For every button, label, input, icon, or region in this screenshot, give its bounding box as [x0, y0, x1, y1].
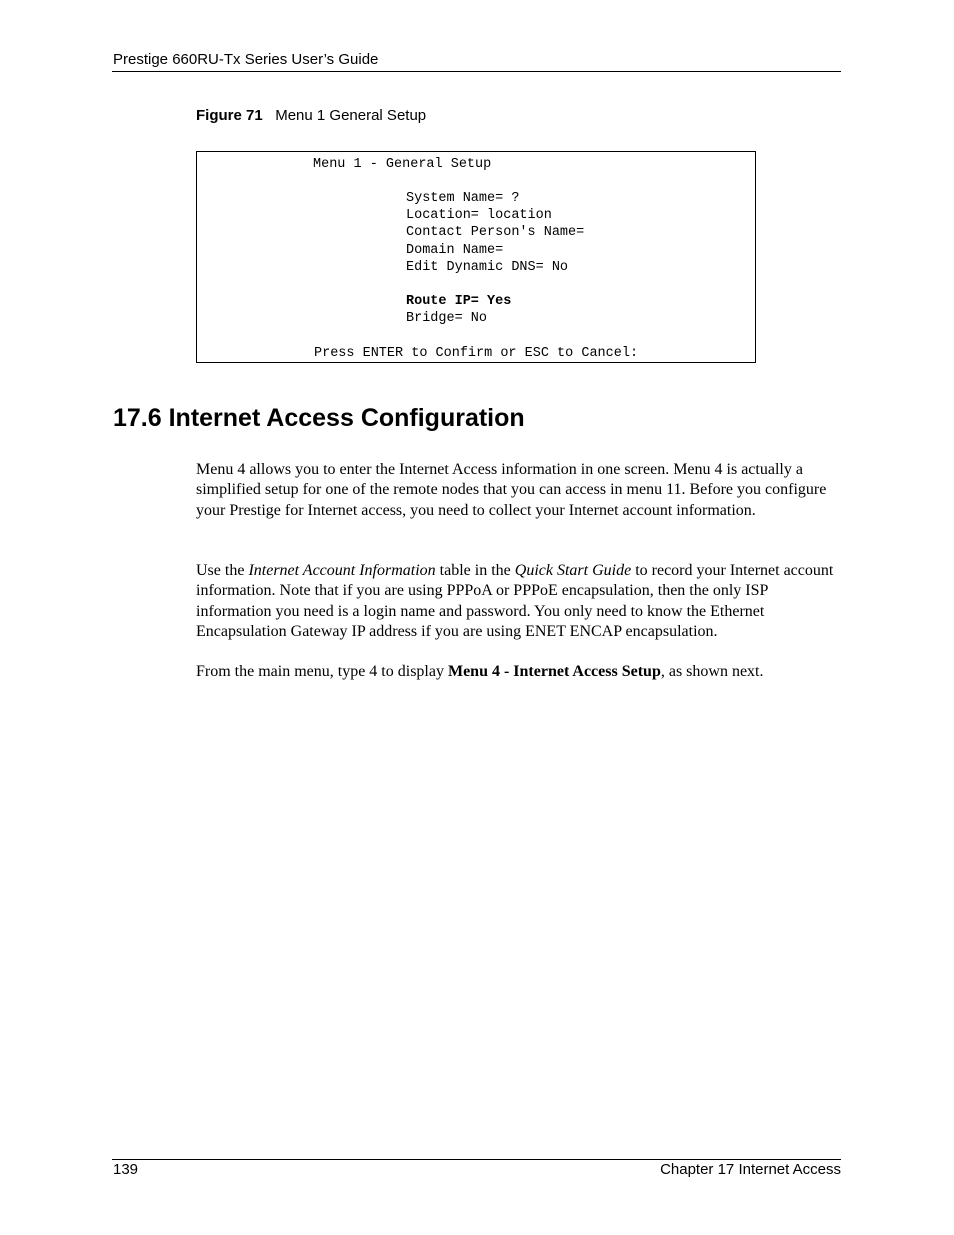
text-run: Use the	[196, 562, 249, 579]
field-edit-dynamic-dns: Edit Dynamic DNS= No	[406, 260, 569, 275]
figure-caption	[196, 107, 426, 124]
field-location: Location= location	[406, 208, 552, 223]
screen-prompt: Press ENTER to Confirm or ESC to Cancel:	[314, 346, 639, 361]
page-number: 139	[113, 1161, 139, 1178]
paragraph-intro: Menu 4 allows you to enter the Internet Access information in one screen. Menu 4 is actually a simplified setup for one of the remote nodes that you can access in menu 11. Before you configure your Prestige for Internet access, you need to collect your Internet account information.	[196, 461, 827, 519]
field-route-ip: Route IP= Yes	[406, 294, 512, 309]
paragraph-account-info	[196, 561, 842, 642]
text-run: table in the	[435, 562, 515, 579]
field-system-name: System Name= ?	[406, 191, 520, 206]
figure-title: Menu 1 General Setup	[275, 107, 427, 124]
footer-chapter: Chapter 17 Internet Access	[660, 1161, 841, 1178]
italic-reference: Internet Account Information	[248, 562, 436, 579]
header-rule	[112, 71, 841, 72]
bold-menu-name: Menu 4 - Internet Access Setup	[447, 663, 661, 680]
text-run: From the main menu, type 4 to display	[196, 663, 448, 680]
field-bridge: Bridge= No	[406, 311, 488, 326]
paragraph-next-step	[196, 662, 842, 682]
italic-reference: Quick Start Guide	[514, 562, 632, 579]
field-domain-name: Domain Name=	[406, 243, 504, 258]
running-header-title: Prestige 660RU-Tx Series User’s Guide	[113, 51, 379, 68]
terminal-screen	[196, 151, 756, 363]
field-contact-person: Contact Person's Name=	[406, 225, 585, 240]
text-run: , as shown next.	[660, 663, 764, 680]
footer-rule	[112, 1159, 841, 1160]
section-heading: 17.6 Internet Access Configuration	[113, 404, 525, 432]
screen-title: Menu 1 - General Setup	[313, 157, 492, 172]
figure-label: Figure 71	[196, 107, 263, 124]
text-run: to record your Internet account information. Note that if you are using PPPoA or PPPoE encapsulation, then the only ISP information you need is a login name and password. You only need to know the Ethernet Encapsulation Gateway IP address if you are using ENET ENCAP encapsulation.	[196, 562, 834, 640]
